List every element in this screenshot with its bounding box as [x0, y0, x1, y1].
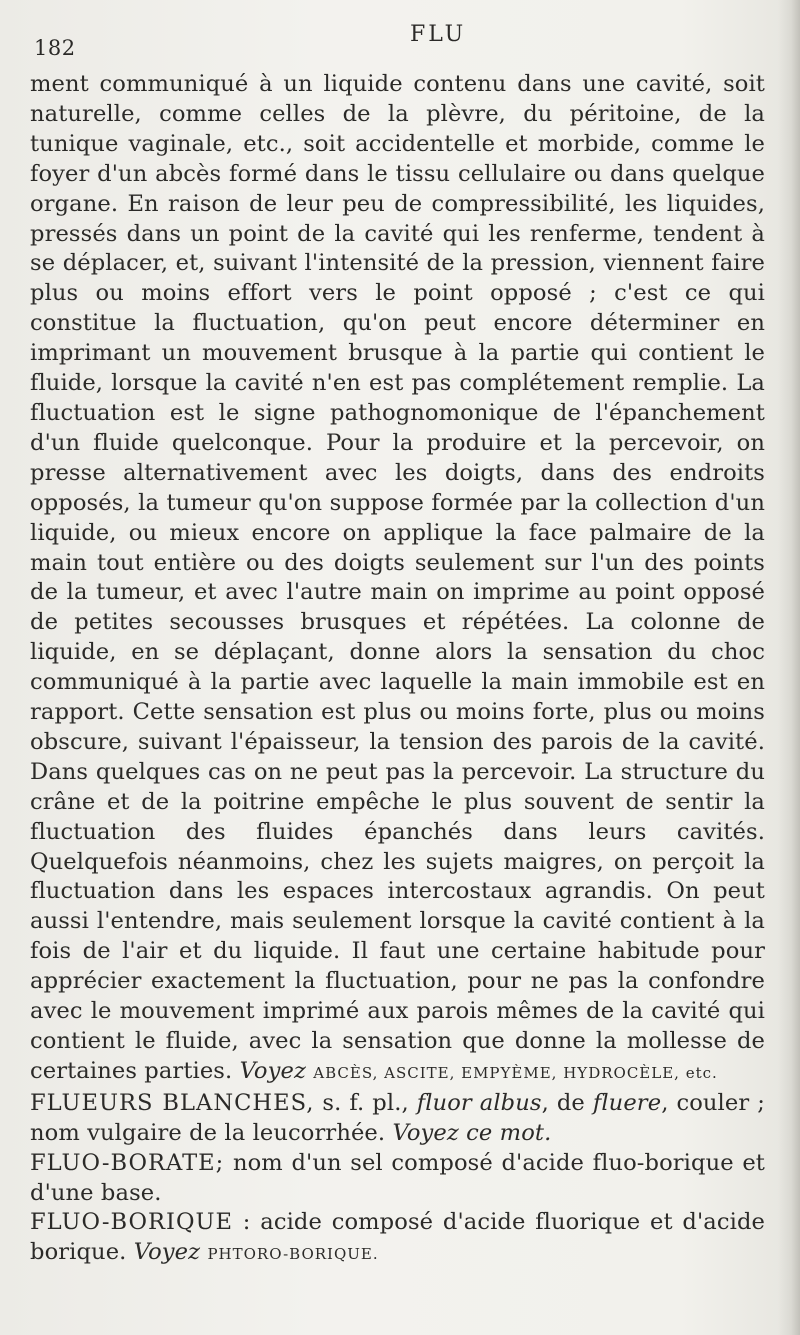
- entry-latin: fluor albus: [416, 1089, 542, 1116]
- running-head: FLU: [410, 22, 467, 47]
- entry-headword: FLUO-BORATE;: [30, 1149, 225, 1176]
- see-also-lead: Voyez: [239, 1057, 306, 1084]
- entry-headword: FLUEURS BLANCHES,: [30, 1089, 315, 1116]
- entry-headword: FLUO-BORIQUE: [30, 1209, 234, 1236]
- entry-see-ref: PHTORO-BORIQUE.: [207, 1245, 379, 1264]
- entry-latin: fluere: [592, 1089, 662, 1116]
- paragraph-fluctuation: [30, 70, 765, 1089]
- see-also-refs: ABCÈS, ASCITE, EMPYÈME, HYDROCÈLE, etc.: [313, 1063, 718, 1082]
- body-text: [30, 70, 765, 1270]
- entry-see: Voyez ce mot.: [392, 1119, 552, 1146]
- page-edge-shadow: [778, 0, 800, 1335]
- entry-flueurs-blanches: [30, 1089, 765, 1149]
- entry-fluo-borique: [30, 1208, 765, 1270]
- entry-text: : acide composé d'acide fluorique et d'acide borique.: [30, 1209, 765, 1266]
- paragraph-text: ment communiqué à un liquide contenu dans une cavité, soit naturelle, comme celles de la plèvre, du péritoine, de la tunique vaginale, etc., soit accidentelle et morbide, comme le foyer d'un abcès formé dans le tissu cellulaire ou dans quelque organe. En raison de leur peu de compressibilité, les liquides, pressés dans un point de la cavité qui les renferme, tendent à se déplacer, et, suivant l'intensité de la pression, viennent faire plus ou moins effort vers le point opposé ; c'est ce qui constitue la fluctuation, qu'on peut encore déterminer en imprimant un mouvement brusque à la partie qui contient le fluide, lorsque la cavité n'en est pas complétement remplie. La fluctuation est le signe pathognomonique de l'épanchement d'un fluide quelconque. Pour la produire et la percevoir, on presse alternativement avec les doigts, dans des endroits opposés, la tumeur qu'on suppose formée par la collection d'un liquide, ou mieux encore on applique la face palmaire de la main tout entière ou des doigts seulement sur l'un des points de la tumeur, et avec l'autre main on imprime au point opposé de petites secousses brusques et répétées. La colonne de liquide, en se déplaçant, donne alors la sensation du choc communiqué à la partie avec laquelle la main immobile est en rapport. Cette sensation est plus ou moins forte, plus ou moins obscure, suivant l'épaisseur, la tension des parois de la cavité. Dans quelques cas on ne peut pas la percevoir. La structure du crâne et de la poitrine empêche le plus souvent de sentir la fluctuation des fluides épanchés dans leurs cavités. Quelquefois néanmoins, chez les sujets maigres, on perçoit la fluctuation dans les espaces intercostaux agrandis. On peut aussi l'entendre, mais seulement lorsque la cavité contient à la fois de l'air et du liquide. Il faut une certaine habitude pour apprécier exactement la fluctuation, pour ne pas la confondre avec le mouvement imprimé aux parois mêmes de la cavité qui contient le fluide, avec la sensation que donne la mollesse de certaines parties.: [30, 71, 765, 1084]
- page-number: 182: [34, 36, 76, 60]
- entry-text: , couler ; nom vulgaire de la leucorrhée.: [30, 1089, 765, 1146]
- entry-text: s. f. pl.,: [322, 1089, 409, 1116]
- entry-text: nom d'un sel composé d'acide fluo-borique et d'une base.: [30, 1149, 765, 1206]
- page-header: [34, 22, 734, 62]
- entry-see-lead: Voyez: [133, 1239, 201, 1266]
- entry-fluo-borate: [30, 1149, 765, 1209]
- entry-text: , de: [541, 1089, 585, 1116]
